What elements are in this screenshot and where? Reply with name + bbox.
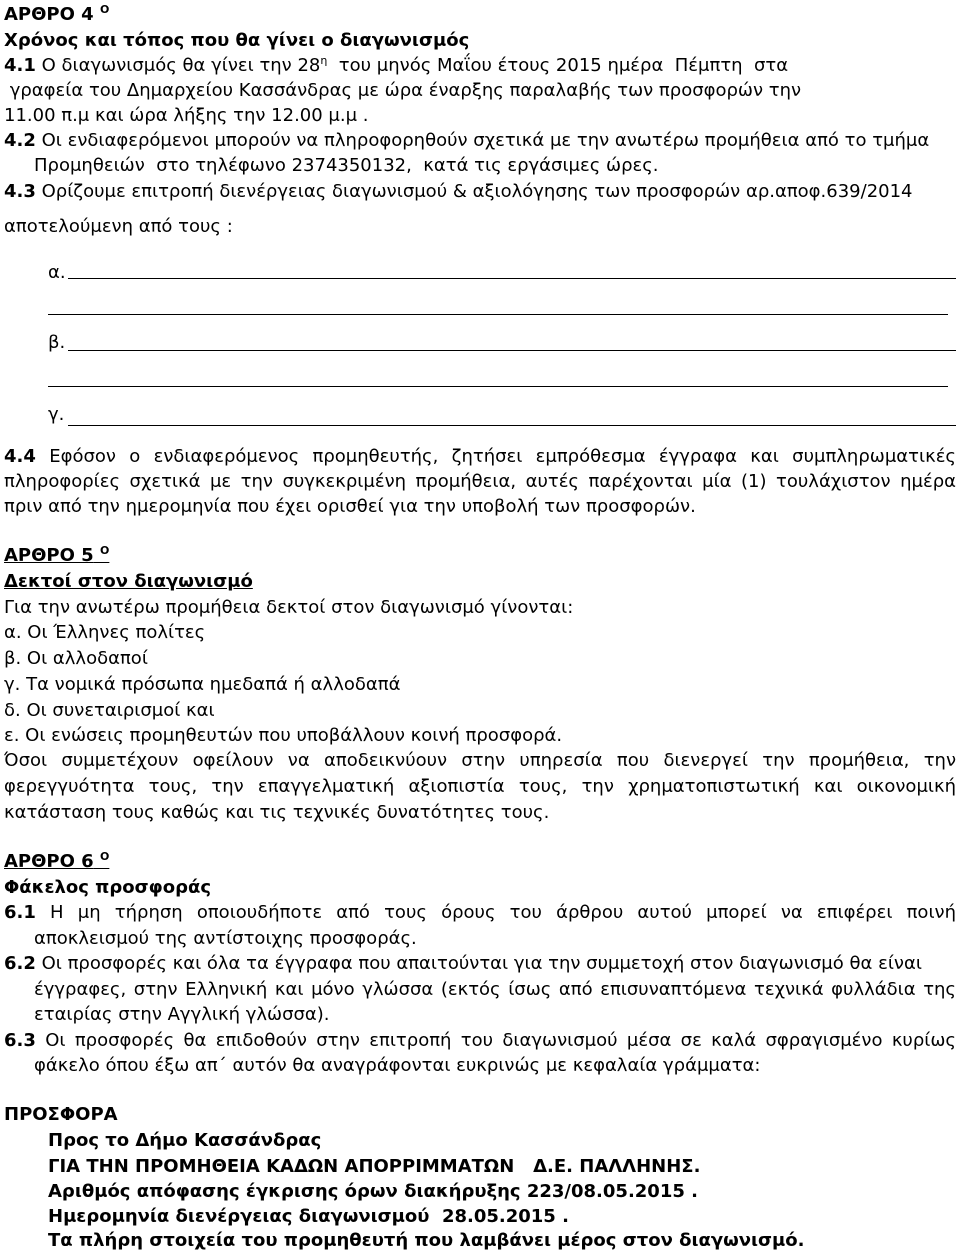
- para-4-3-line-1: [4, 181, 913, 203]
- para-6-3-number: 6.3: [4, 1030, 36, 1051]
- committee-item-b-blank-2: [48, 386, 948, 387]
- committee-item-b-label: β.: [48, 332, 66, 353]
- para-6-2-line-1: [4, 953, 922, 975]
- para-6-1-text: Η μη τήρηση οποιουδήποτε από τους όρους του άρθρου αυτού μπορεί να επιφέρει ποινή: [35, 902, 956, 923]
- article-5-para-line-2: φερεγγυότητα τους, την επαγγελματική αξιοπιστία τους, την χρηματοπιστωτική και οικονομική: [4, 776, 956, 797]
- para-6-3-text: Οι προσφορές θα επιδοθούν στην επιτροπή του διαγωνισμού μέσα σε καλά σφραγισμένο κυρίως: [35, 1030, 956, 1051]
- para-4-2-text: Οι ενδιαφερόμενοι μπορούν να πληροφορηθούν σχετικά με την ανωτέρω προμήθεια από το τμήμα: [35, 130, 930, 151]
- committee-item-c-blank: [68, 425, 956, 426]
- committee-item-a-blank-2: [48, 314, 948, 315]
- bidder-item-a: α. Οι Έλληνες πολίτες: [4, 622, 206, 643]
- article-5-title: Δεκτοί στον διαγωνισμό: [4, 571, 253, 592]
- para-4-2-line-2: Προμηθειών στο τηλέφωνο 2374350132, κατά τις εργάσιμες ώρες.: [34, 155, 659, 176]
- article-6-heading-text: ΑΡΘΡΟ 6: [4, 851, 94, 872]
- para-6-3-line-2: φάκελο όπου έξω απ΄ αυτόν θα αναγράφονται ευκρινώς με κεφαλαία γράμματα:: [34, 1055, 761, 1076]
- committee-item-b-blank: [68, 350, 956, 351]
- para-4-1-text-a: Ο διαγωνισμός θα γίνει την 28: [35, 55, 321, 76]
- para-4-2-number: 4.2: [4, 130, 36, 151]
- para-4-4-line-2: πληροφορίες σχετικά με την συγκεκριμένη προμήθεια, αυτές παρέχονται μία (1) τουλάχιστον ημέρα: [4, 471, 956, 492]
- offer-line-1: Προς το Δήμο Κασσάνδρας: [48, 1130, 322, 1151]
- para-4-1-sup: η: [320, 54, 328, 67]
- article-5-intro: Για την ανωτέρω προμήθεια δεκτοί στον διαγωνισμό γίνονται:: [4, 597, 574, 618]
- para-4-4-line-3: πριν από την ημερομηνία που έχει ορισθεί για την υποβολή των προσφορών.: [4, 496, 696, 517]
- article-5-heading-sup: Ο: [100, 544, 110, 557]
- offer-line-5: Τα πλήρη στοιχεία του προμηθευτή που λαμβάνει μέρος στον διαγωνισμό.: [48, 1230, 805, 1251]
- para-4-2-line-1: [4, 130, 929, 152]
- para-4-3-text: Ορίζουμε επιτροπή διενέργειας διαγωνισμού & αξιολόγησης των προσφορών αρ.αποφ.639/2014: [35, 181, 913, 202]
- offer-line-2: ΓΙΑ ΤΗΝ ΠΡΟΜΗΘΕΙΑ ΚΑΔΩΝ ΑΠΟΡΡΙΜΜΑΤΩΝ Δ.Ε. ΠΑΛΛΗΝΗΣ.: [48, 1156, 701, 1177]
- article-5-heading: [4, 545, 109, 567]
- committee-item-c-label: γ.: [48, 404, 65, 425]
- para-4-4-text: Εφόσον ο ενδιαφερόμενος προμηθευτής, ζητήσει εμπρόθεσμα έγγραφα και συμπληρωματικές: [35, 446, 956, 467]
- bidder-item-e: ε. Οι ενώσεις προμηθευτών που υποβάλλουν κοινή προσφορά.: [4, 725, 563, 746]
- article-4-heading-sup: Ο: [100, 3, 110, 16]
- para-4-3-line-2: αποτελούμενη από τους :: [4, 216, 233, 237]
- para-4-1-line-3: 11.00 π.μ και ώρα λήξης την 12.00 μ.μ .: [4, 105, 369, 126]
- article-4-heading-text: ΑΡΘΡΟ 4: [4, 4, 94, 25]
- para-4-3-number: 4.3: [4, 181, 36, 202]
- para-6-2-text: Οι προσφορές και όλα τα έγγραφα που απαιτούνται για την συμμετοχή στον διαγωνισμό θα είναι: [35, 953, 922, 974]
- committee-item-a-label: α.: [48, 262, 66, 283]
- para-6-3-line-1: [4, 1030, 956, 1052]
- para-4-1-line-2: γραφεία του Δημαρχείου Κασσάνδρας με ώρα έναρξης παραλαβής των προσφορών την: [4, 80, 802, 101]
- article-6-title: Φάκελος προσφοράς: [4, 877, 212, 898]
- committee-item-a-blank: [68, 278, 956, 279]
- para-4-4-number: 4.4: [4, 446, 36, 467]
- para-6-2-line-2: έγγραφες, στην Ελληνική και μόνο γλώσσα (εκτός ίσως από επισυναπτόμενα τεχνικά φυλλάδια της: [34, 979, 956, 1000]
- para-4-1-line-1: [4, 55, 788, 77]
- para-6-1-line-2: αποκλεισμού της αντίστοιχης προσφοράς.: [34, 928, 417, 949]
- article-5-para-line-1: Όσοι συμμετέχουν οφείλουν να αποδεικνύουν στην υπηρεσία που διενεργεί την προμήθεια, την: [4, 750, 956, 771]
- article-6-heading: [4, 851, 109, 873]
- para-6-1-number: 6.1: [4, 902, 36, 923]
- para-6-1-line-1: [4, 902, 956, 924]
- article-5-heading-text: ΑΡΘΡΟ 5: [4, 545, 94, 566]
- para-6-2-number: 6.2: [4, 953, 36, 974]
- para-6-2-line-3: εταιρίας στην Αγγλική γλώσσα).: [34, 1004, 330, 1025]
- offer-line-3: Αριθμός απόφασης έγκρισης όρων διακήρυξης 223/08.05.2015 .: [48, 1181, 698, 1202]
- para-4-1-number: 4.1: [4, 55, 36, 76]
- offer-heading: ΠΡΟΣΦΟΡΑ: [4, 1104, 118, 1125]
- offer-line-4: Ημερομηνία διενέργειας διαγωνισμού 28.05.2015 .: [48, 1206, 569, 1227]
- article-6-heading-sup: Ο: [100, 850, 110, 863]
- article-5-para-line-3: κατάσταση τους καθώς και τις τεχνικές δυνατότητες τους.: [4, 802, 550, 823]
- para-4-4-line-1: [4, 446, 956, 468]
- bidder-item-c: γ. Τα νομικά πρόσωπα ημεδαπά ή αλλοδαπά: [4, 674, 401, 695]
- bidder-item-b: β. Οι αλλοδαποί: [4, 648, 148, 669]
- bidder-item-d: δ. Οι συνεταιρισμοί και: [4, 700, 215, 721]
- article-4-heading: [4, 4, 109, 26]
- para-4-1-text-b: του μηνός Μαΐου έτους 2015 ημέρα Πέμπτη στα: [327, 55, 789, 76]
- article-4-title: Χρόνος και τόπος που θα γίνει ο διαγωνισμός: [4, 30, 470, 51]
